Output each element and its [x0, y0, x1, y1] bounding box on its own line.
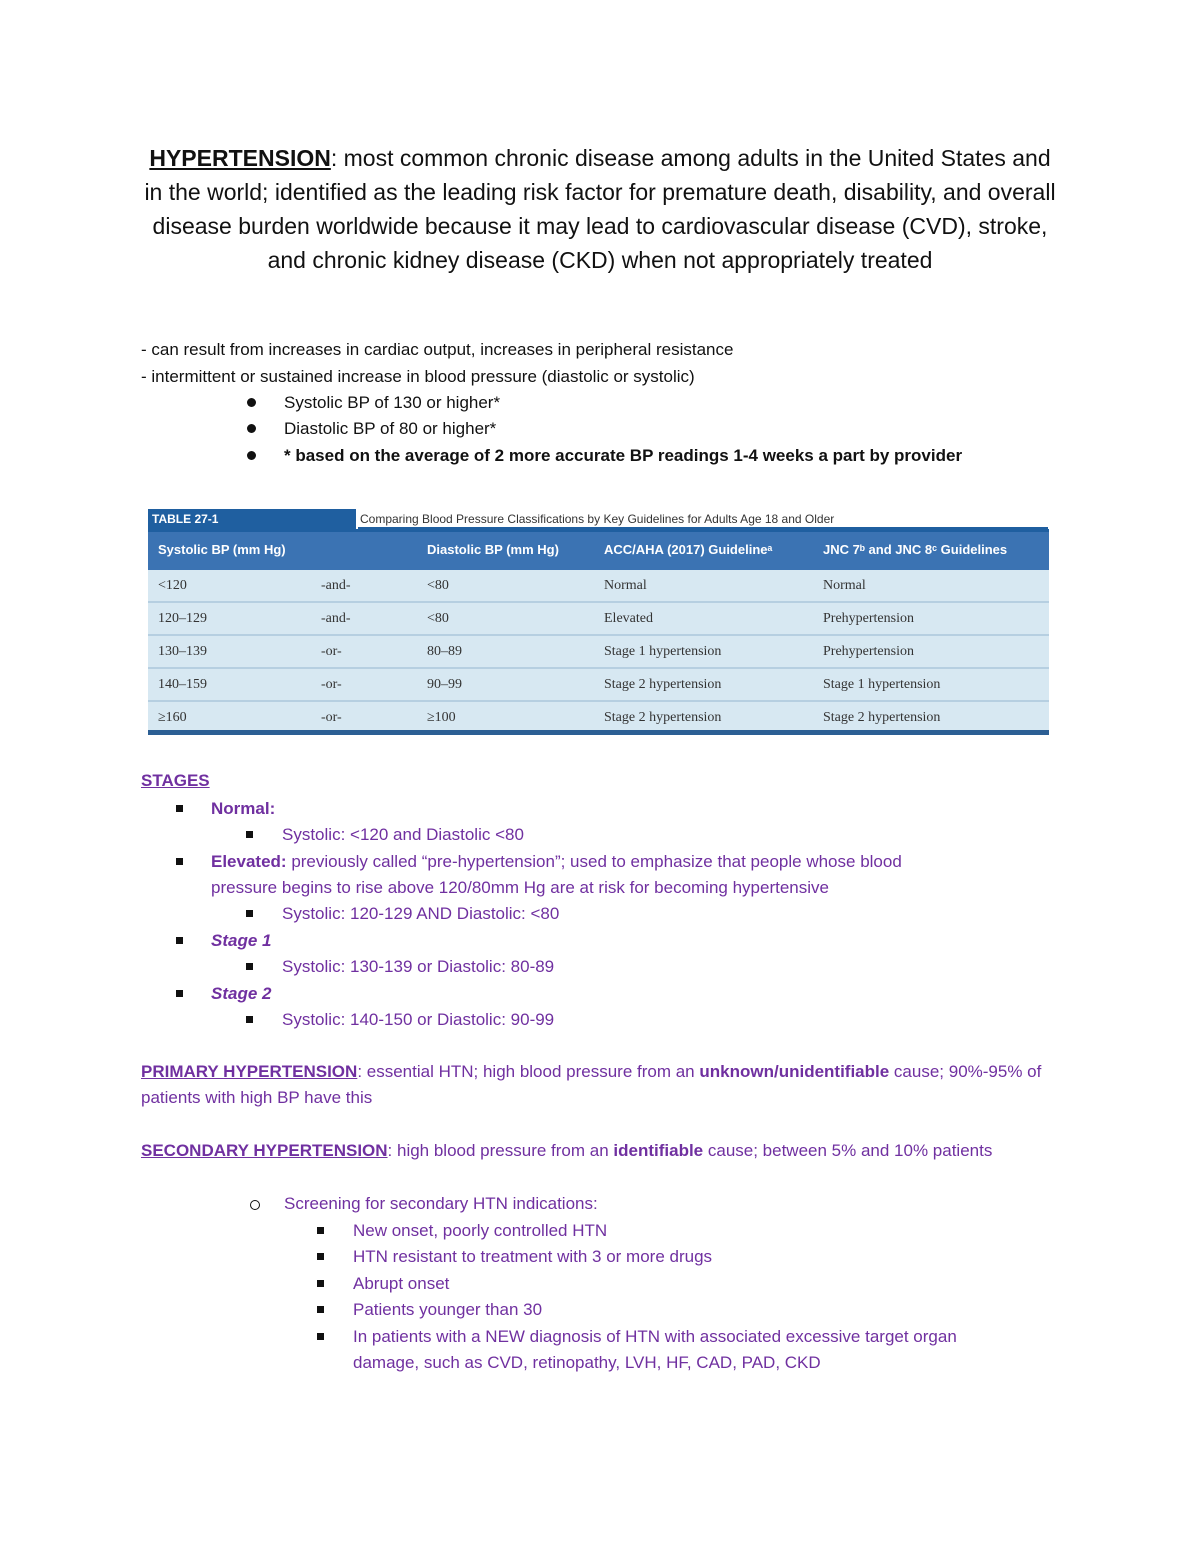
screening-item: HTN resistant to treatment with 3 or more drugs — [353, 1247, 713, 1266]
table-cell: 80–89 — [427, 644, 462, 659]
secondary-hypertension-paragraph — [141, 1138, 1061, 1164]
note-line: - can result from increases in cardiac output, increases in peripheral resistance — [141, 340, 734, 359]
table-cell: Stage 2 hypertension — [604, 677, 722, 692]
circle-bullet-icon — [250, 1200, 260, 1210]
stage-detail: Systolic: 140-150 or Diastolic: 90-99 — [282, 1010, 555, 1029]
table-cell: 120–129 — [158, 611, 207, 626]
table-title-bar — [148, 509, 1049, 529]
table-cell: -and- — [321, 578, 351, 593]
table-header-cell: Systolic BP (mm Hg) — [158, 542, 286, 557]
table-row — [148, 702, 1049, 730]
square-bullet-icon — [246, 963, 253, 970]
table-cell: -or- — [321, 677, 342, 692]
square-bullet-icon — [176, 937, 183, 944]
stage-label: Stage 1 — [211, 931, 272, 950]
stage-label: Normal: — [211, 799, 276, 818]
stage-label: Elevated: — [211, 852, 287, 871]
table-cell: Stage 2 hypertension — [823, 710, 941, 725]
table-cell: -or- — [321, 710, 342, 725]
table-row — [148, 603, 1049, 636]
table-header-cell: JNC 7ᵇ and JNC 8ᶜ Guidelines — [823, 542, 1008, 557]
table-caption: Comparing Blood Pressure Classifications by Key Guidelines for Adults Age 18 and Older — [358, 509, 1048, 529]
primary-text: : essential HTN; high blood pressure from an — [357, 1062, 700, 1081]
square-bullet-icon — [176, 858, 183, 865]
table-cell: -or- — [321, 644, 342, 659]
table-bottom-rule — [148, 730, 1049, 735]
secondary-heading: SECONDARY HYPERTENSION — [141, 1141, 388, 1160]
square-bullet-icon — [317, 1333, 324, 1340]
square-bullet-icon — [246, 910, 253, 917]
stage-detail: Systolic: <120 and Diastolic <80 — [282, 825, 524, 844]
square-bullet-icon — [317, 1227, 324, 1234]
bullet-icon — [247, 424, 256, 433]
table-header-row — [148, 529, 1049, 570]
screening-item: In patients with a NEW diagnosis of HTN with associated excessive target organ — [353, 1327, 957, 1346]
square-bullet-icon — [246, 831, 253, 838]
table-cell: Stage 2 hypertension — [604, 710, 722, 725]
stages-heading: STAGES — [141, 771, 210, 790]
screening-item: Abrupt onset — [353, 1274, 450, 1293]
table-cell: Elevated — [604, 611, 653, 626]
table-header-cell: Diastolic BP (mm Hg) — [427, 542, 559, 557]
table-header-cell: ACC/AHA (2017) Guidelineᵃ — [604, 542, 773, 557]
stage-text: previously called “pre-hypertension”; used to emphasize that people whose blood — [286, 852, 902, 871]
table-cell: <80 — [427, 578, 449, 593]
stage-detail: Systolic: 120-129 AND Diastolic: <80 — [282, 904, 560, 923]
screening-item: New onset, poorly controlled HTN — [353, 1221, 608, 1240]
bp-classification-table — [148, 509, 1049, 735]
table-row — [148, 669, 1049, 702]
primary-bold: unknown/unidentifiable — [699, 1062, 890, 1081]
criteria-text: * based on the average of 2 more accurate BP readings 1-4 weeks a part by provider — [284, 446, 963, 465]
intro-term: HYPERTENSION — [149, 145, 331, 171]
bullet-icon — [247, 451, 256, 460]
table-cell: <80 — [427, 611, 449, 626]
square-bullet-icon — [176, 990, 183, 997]
table-cell: ≥160 — [158, 710, 187, 725]
note-line: - intermittent or sustained increase in blood pressure (diastolic or systolic) — [141, 367, 695, 386]
square-bullet-icon — [317, 1306, 324, 1313]
table-cell: 90–99 — [427, 677, 462, 692]
table-row — [148, 570, 1049, 603]
stage-elevated-line — [211, 849, 902, 875]
square-bullet-icon — [317, 1280, 324, 1287]
stage-detail: Systolic: 130-139 or Diastolic: 80-89 — [282, 957, 555, 976]
intro-paragraph — [140, 141, 1060, 277]
primary-hypertension-paragraph — [141, 1059, 1061, 1111]
table-cell: Normal — [823, 578, 866, 593]
stage-label: Stage 2 — [211, 984, 272, 1003]
table-cell: Prehypertension — [823, 644, 914, 659]
square-bullet-icon — [246, 1016, 253, 1023]
table-cell: <120 — [158, 578, 187, 593]
square-bullet-icon — [317, 1253, 324, 1260]
secondary-text: : high blood pressure from an — [387, 1141, 614, 1160]
table-row — [148, 636, 1049, 669]
screening-item: damage, such as CVD, retinopathy, LVH, HF, CAD, PAD, CKD — [353, 1353, 821, 1372]
table-cell: 130–139 — [158, 644, 207, 659]
table-cell: 140–159 — [158, 677, 207, 692]
criteria-text: Systolic BP of 130 or higher* — [284, 393, 501, 412]
criteria-text: Diastolic BP of 80 or higher* — [284, 419, 497, 438]
stage-text: pressure begins to rise above 120/80mm Hg are at risk for becoming hypertensive — [211, 878, 829, 897]
intro-definition: : most common chronic disease among adults in the United States and in the world; identified as the leading risk factor for premature death, disability, and overall disease burden worldwide because it may lead to cardiovascular disease (CVD), stroke, and chronic kidney disease (CKD) when not appropriately treated — [144, 145, 1056, 273]
primary-heading: PRIMARY HYPERTENSION — [141, 1062, 358, 1081]
secondary-text: cause; between 5% and 10% patients — [703, 1141, 993, 1160]
table-tag: TABLE 27-1 — [148, 509, 356, 529]
primary-text: cause; 90%-95% of patients with high BP have this — [141, 1062, 1042, 1107]
table-cell: ≥100 — [427, 710, 456, 725]
table-cell: -and- — [321, 611, 351, 626]
table-cell: Normal — [604, 578, 647, 593]
screening-heading: Screening for secondary HTN indications: — [284, 1194, 598, 1213]
table-cell: Prehypertension — [823, 611, 914, 626]
table-cell: Stage 1 hypertension — [604, 644, 722, 659]
bullet-icon — [247, 398, 256, 407]
screening-item: Patients younger than 30 — [353, 1300, 543, 1319]
square-bullet-icon — [176, 805, 183, 812]
secondary-bold: identifiable — [613, 1141, 704, 1160]
table-cell: Stage 1 hypertension — [823, 677, 941, 692]
